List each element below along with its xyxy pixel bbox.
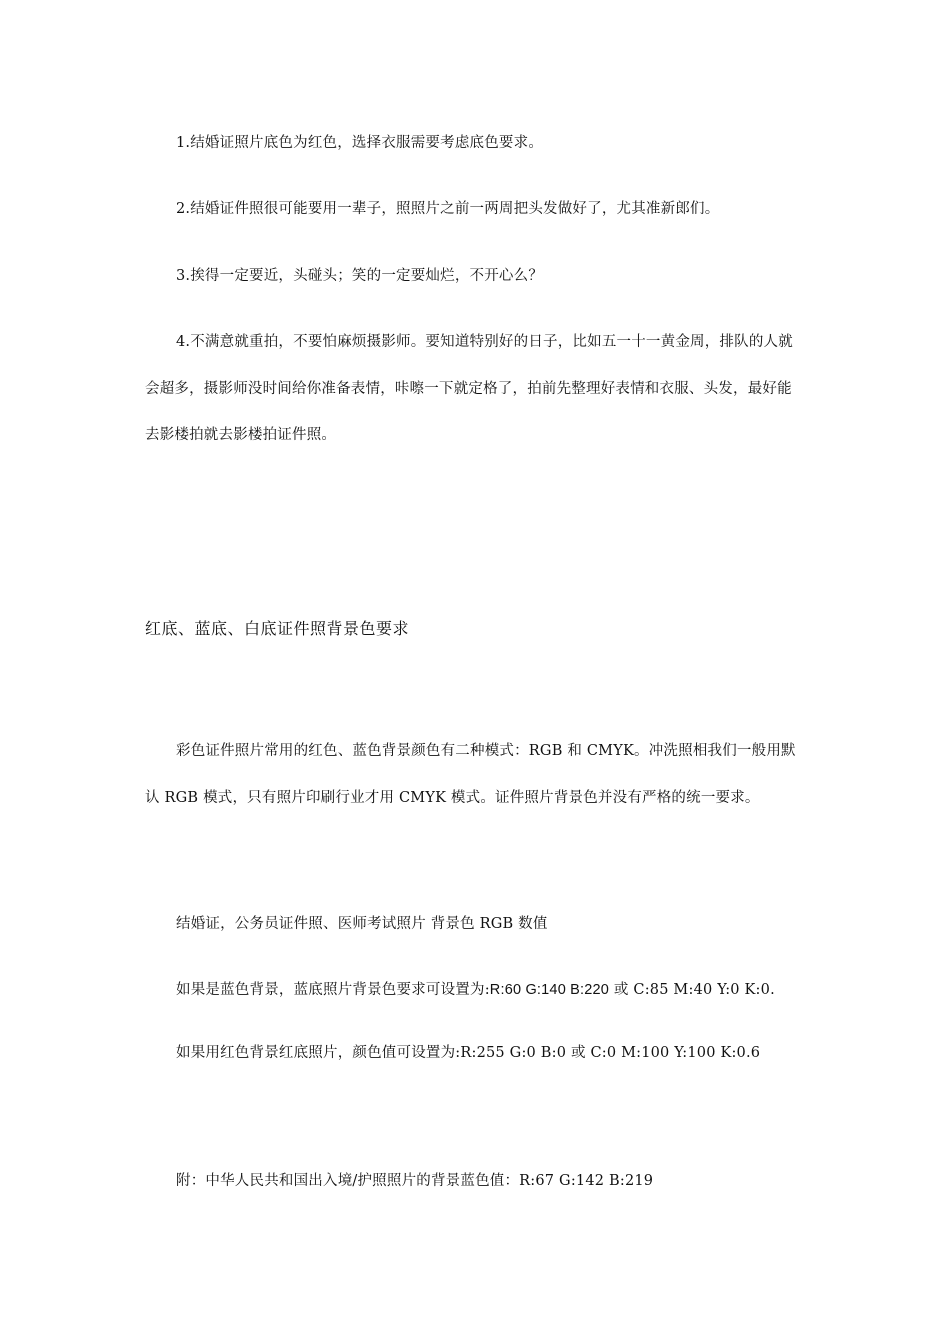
- red-background-values: 如果用红色背景红底照片，颜色值可设置为:R:255 G:0 B:0 或 C:0 M:100 Y:100 K:0.6: [176, 1045, 761, 1061]
- intro-line-1: 彩色证件照片常用的红色、蓝色背景颜色有二种模式：RGB 和 CMYK。冲洗照相我们一般用默: [176, 743, 796, 759]
- section-heading: 红底、蓝底、白底证件照背景色要求: [145, 619, 410, 638]
- appendix-passport-blue: 附：中华人民共和国出入境/护照照片的背景蓝色值：R:67 G:142 B:219: [176, 1173, 654, 1189]
- blue-background-rgb: R:60 G:140 B:220: [489, 982, 610, 998]
- tip-3: 3.挨得一定要近，头碰头；笑的一定要灿烂，不开心么？: [176, 268, 544, 284]
- blue-background-values: [176, 981, 846, 999]
- intro-line-2: 认 RGB 模式，只有照片印刷行业才用 CMYK 模式。证件照片背景色并没有严格的统一要求。: [145, 790, 760, 806]
- tip-4-line-2: 会超多，摄影师没时间给你准备表情，咔嚓一下就定格了，拍前先整理好表情和衣服、头发，最好能: [145, 381, 792, 397]
- tip-1: 1.结婚证照片底色为红色，选择衣服需要考虑底色要求。: [176, 135, 544, 151]
- rgb-values-title: 结婚证，公务员证件照、医师考试照片 背景色 RGB 数值: [176, 916, 548, 932]
- blue-background-prefix: 如果是蓝色背景，蓝底照片背景色要求可设置为:: [176, 982, 490, 998]
- tip-2: 2.结婚证件照很可能要用一辈子，照照片之前一两周把头发做好了，尤其准新郎们。: [176, 201, 720, 217]
- tip-4-line-3: 去影楼拍就去影楼拍证件照。: [145, 427, 337, 443]
- tip-4-line-1: 4.不满意就重拍，不要怕麻烦摄影师。要知道特别好的日子，比如五一十一黄金周，排队的人就: [176, 334, 793, 350]
- blue-background-cmyk: 或 C:85 M:40 Y:0 K:0.: [609, 982, 775, 998]
